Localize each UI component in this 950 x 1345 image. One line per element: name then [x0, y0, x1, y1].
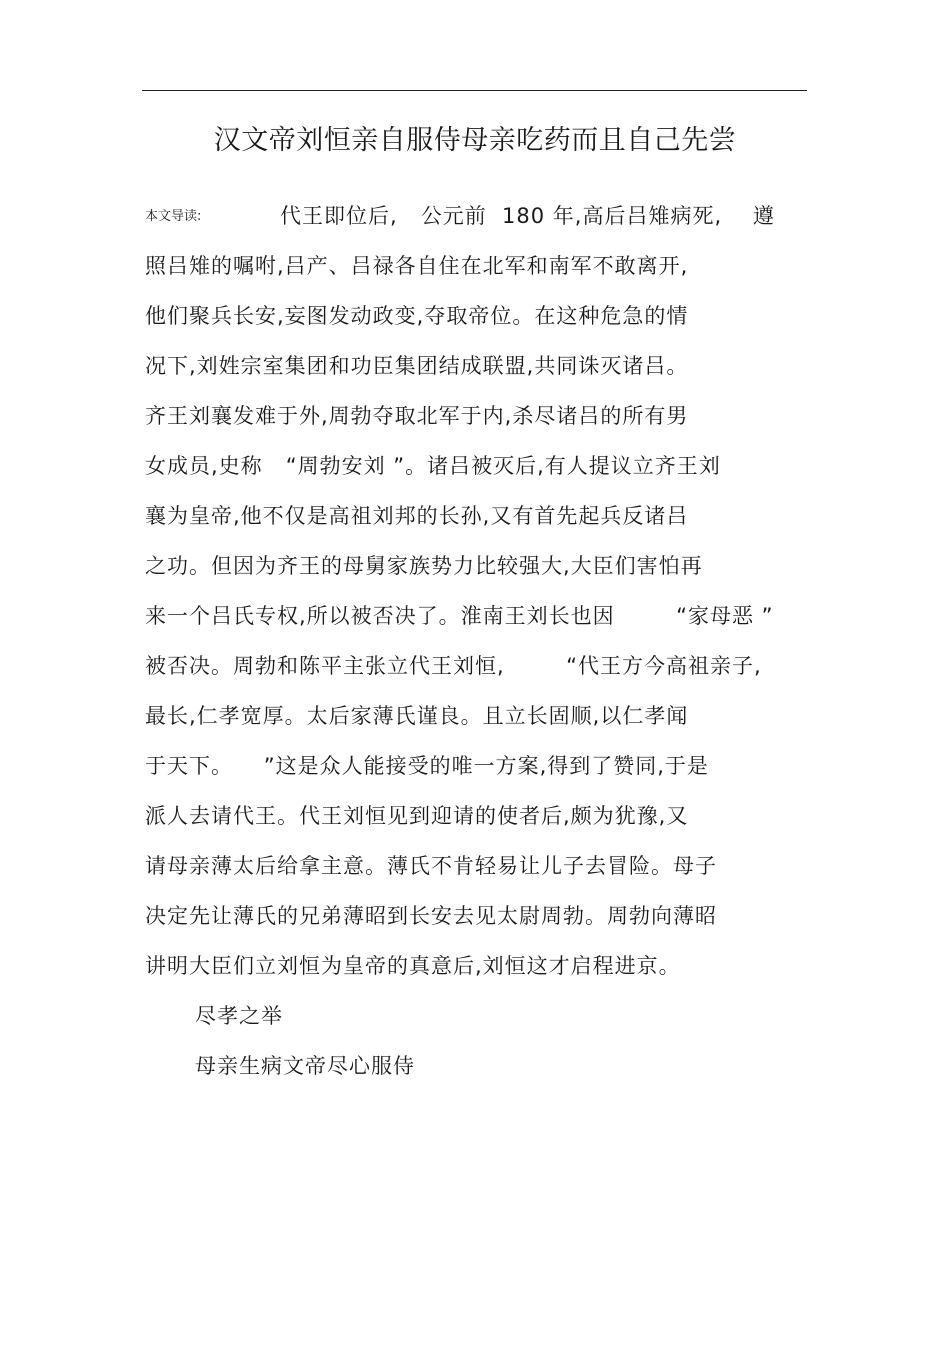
body-line: 齐王刘襄发难于外,周勃夺取北军于内,杀尽诸吕的所有男: [145, 404, 689, 428]
body-line: 请母亲薄太后给拿主意。薄氏不肯轻易让儿子去冒险。母子: [145, 854, 717, 878]
header-rule: [142, 90, 807, 91]
body-line: 最长,仁孝宽厚。太后家薄氏谨良。且立长固顺,以仁孝闻: [145, 704, 689, 728]
subsection-heading: 母亲生病文帝尽心服侍: [195, 1054, 415, 1078]
body-line: 被否决。周勃和陈平主张立代王刘恒, “代王方今高祖亲子,: [145, 654, 762, 678]
section-heading: 尽孝之举: [195, 1004, 283, 1028]
body-line: 派人去请代王。代王刘恒见到迎请的使者后,颇为犹豫,又: [145, 804, 689, 828]
body-line: 讲明大臣们立刘恒为皇帝的真意后,刘恒这才启程进京。: [145, 954, 681, 978]
body-line: 来一个吕氏专权,所以被否决了。淮南王刘长也因 “家母恶 ”: [145, 604, 774, 628]
body-line: 之功。但因为齐王的母舅家族势力比较强大,大臣们害怕再: [145, 554, 703, 578]
document-title: 汉文帝刘恒亲自服侍母亲吃药而且自己先尝: [213, 125, 737, 156]
body-line: 照吕雉的嘱咐,吕产、吕禄各自住在北军和南军不敢离开,: [145, 254, 689, 278]
body-line: 女成员,史称 “周勃安刘 ”。诸吕被灭后,有人提议立齐王刘: [145, 454, 721, 478]
body-line: 况下,刘姓宗室集团和功臣集团结成联盟,共同诛灭诸吕。: [145, 354, 689, 378]
body-line: 他们聚兵长安,妄图发动政变,夺取帝位。在这种危急的情: [145, 304, 689, 328]
body-line: 决定先让薄氏的兄弟薄昭到长安去见太尉周勃。周勃向薄昭: [145, 904, 717, 928]
body-line: 襄为皇帝,他不仅是高祖刘邦的长孙,又有首先起兵反诸吕: [145, 504, 689, 528]
lead-label: 本文导读:: [145, 209, 202, 224]
body-line: 代王即位后, 公元前 180 年,高后吕雉病死, 遵: [280, 204, 775, 228]
body-line: 于天下。 ”这是众人能接受的唯一方案,得到了赞同,于是: [145, 754, 709, 778]
